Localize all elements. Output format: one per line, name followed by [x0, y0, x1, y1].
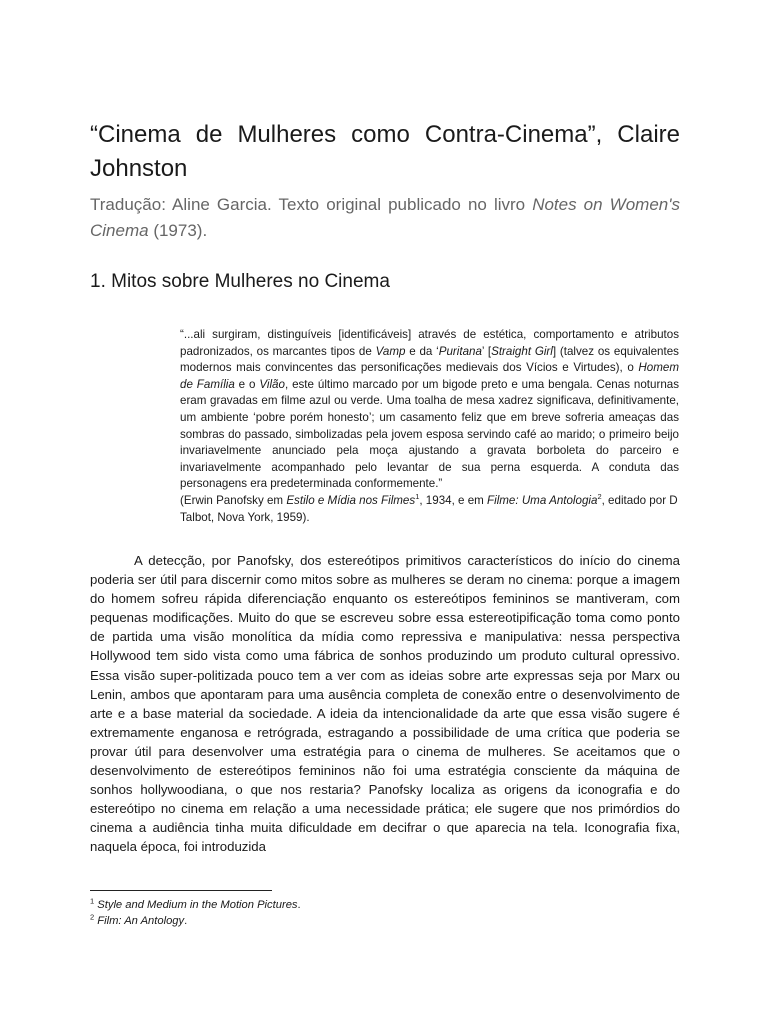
body-paragraph: A detecção, por Panofsky, dos estereótipos primitivos característicos do início do cinema poderia ser útil para discernir como mitos sobre as mulheres se deram no cinema: porque a imagem do homem sofreu rápida diferenciação enquanto os estereótipos femininos se mantiveram, com pequenas modificações. Muito do que se escreveu sobre essa estereotipificação toma como ponto de partida uma visão monolítica da mídia como repressiva e manipulativa: nessa perspectiva Hollywood tem sido vista como uma fábrica de sonhos produzindo um produto cultural opressivo. Essa visão super-politizada pouco tem a ver com as ideias sobre arte expressas seja por Marx ou Lenin, ambos que apontaram para uma ausência completa de conexão entre o desenvolvimento de arte e a base material da sociedade. A ideia da intencionalidade da arte que essa visão sugere é extremamente enganosa e retrógrada, estragando a possibilidade de uma crítica que poderia se provar útil para desenvolver uma estratégia para o cinema de mulheres. Se aceitamos que o desenvolvimento de estereótipos femininos não foi uma estratégia consciente da máquina de sonhos hollywoodiana, o que nos restaria? Panofsky localiza as origens da iconografia e do estereótipo no cinema em relação a uma necessidade prática; ele sugere que nos primórdios do cinema a audiência tinha muita dificuldade em decifrar o que aparecia na tela. Iconografia fixa, naquela época, foi introduzida: [90, 553, 680, 855]
footnote-punct: .: [184, 915, 188, 927]
quote-text: e o: [234, 377, 260, 391]
citation-text: (Erwin Panofsky em: [180, 493, 287, 507]
section-heading: 1. Mitos sobre Mulheres no Cinema: [90, 271, 390, 292]
footnote-divider: [90, 890, 272, 891]
translation-note-text: Tradução: Aline Garcia. Texto original publicado no livro: [90, 195, 533, 214]
footnote-item: [90, 913, 680, 929]
citation-work-title: Estilo e Mídia nos Filmes: [286, 493, 416, 507]
quote-term-vamp: Vamp: [375, 344, 406, 358]
document-title: “Cinema de Mulheres como Contra-Cinema”, Claire Johnston: [90, 121, 680, 182]
translation-note: [90, 192, 680, 244]
citation-work-title: Filme: Uma Antologia: [487, 493, 598, 507]
citation-text: , 1934, e em: [419, 493, 488, 507]
footnote-ref[interactable]: 2: [597, 492, 602, 502]
footnote-marker: 1: [90, 896, 95, 906]
footnote-punct: .: [297, 899, 301, 911]
quote-text: “...ali surgiram, distinguíveis [identificáveis] através de estética, comportamento e atributos padronizados, os marcantes tipos de: [180, 328, 679, 358]
footnote-text: Style and Medium in the Motion Pictures: [97, 899, 298, 911]
citation-text: , editado por D Talbot, Nova York, 1959).: [180, 493, 678, 524]
quote-term-homem-familia: Homem de Família: [180, 361, 679, 391]
quote-text: ] (talvez os equivalentes modernos mais convincentes das personificações medievais dos Vícios e Virtudes), o: [180, 344, 679, 375]
quote-text: e da ‘: [405, 344, 439, 358]
footnote-text: Film: An Antology: [97, 915, 185, 927]
quote-term-puritana: Puritana: [438, 344, 482, 358]
block-quote: [180, 327, 679, 526]
book-title: Notes on Women's Cinema: [90, 195, 680, 240]
quote-text: , este último marcado por um bigode preto e uma bengala. Cenas noturnas eram gravadas em filme azul ou verde. Uma toalha de mesa xadrez significava, definitivamente, um ambiente ‘pobre porém honesto’; um casamento feliz que em breve sofreria ameaças das sombras do passado, simbolizadas pela jovem esposa servindo café ao marido; o primeiro beijo invariavelmente anunciado pela moça ajustando a gravata borboleta do parceiro e invariavelmente acompanhado pelo levantar de sua perna esquerda. A conduta das personagens era predeterminada conformemente.”: [180, 377, 680, 491]
footnote-ref[interactable]: 1: [415, 492, 420, 502]
quote-term-vilao: Vilão: [259, 377, 285, 391]
quote-citation: [180, 493, 679, 526]
footnote-marker: 2: [90, 912, 95, 922]
footnotes: [90, 897, 680, 929]
publication-year: (1973).: [148, 221, 208, 240]
quote-text: ’ [: [481, 344, 492, 358]
quote-term-straight-girl: Straight Girl: [491, 344, 553, 358]
footnote-item: [90, 897, 680, 913]
